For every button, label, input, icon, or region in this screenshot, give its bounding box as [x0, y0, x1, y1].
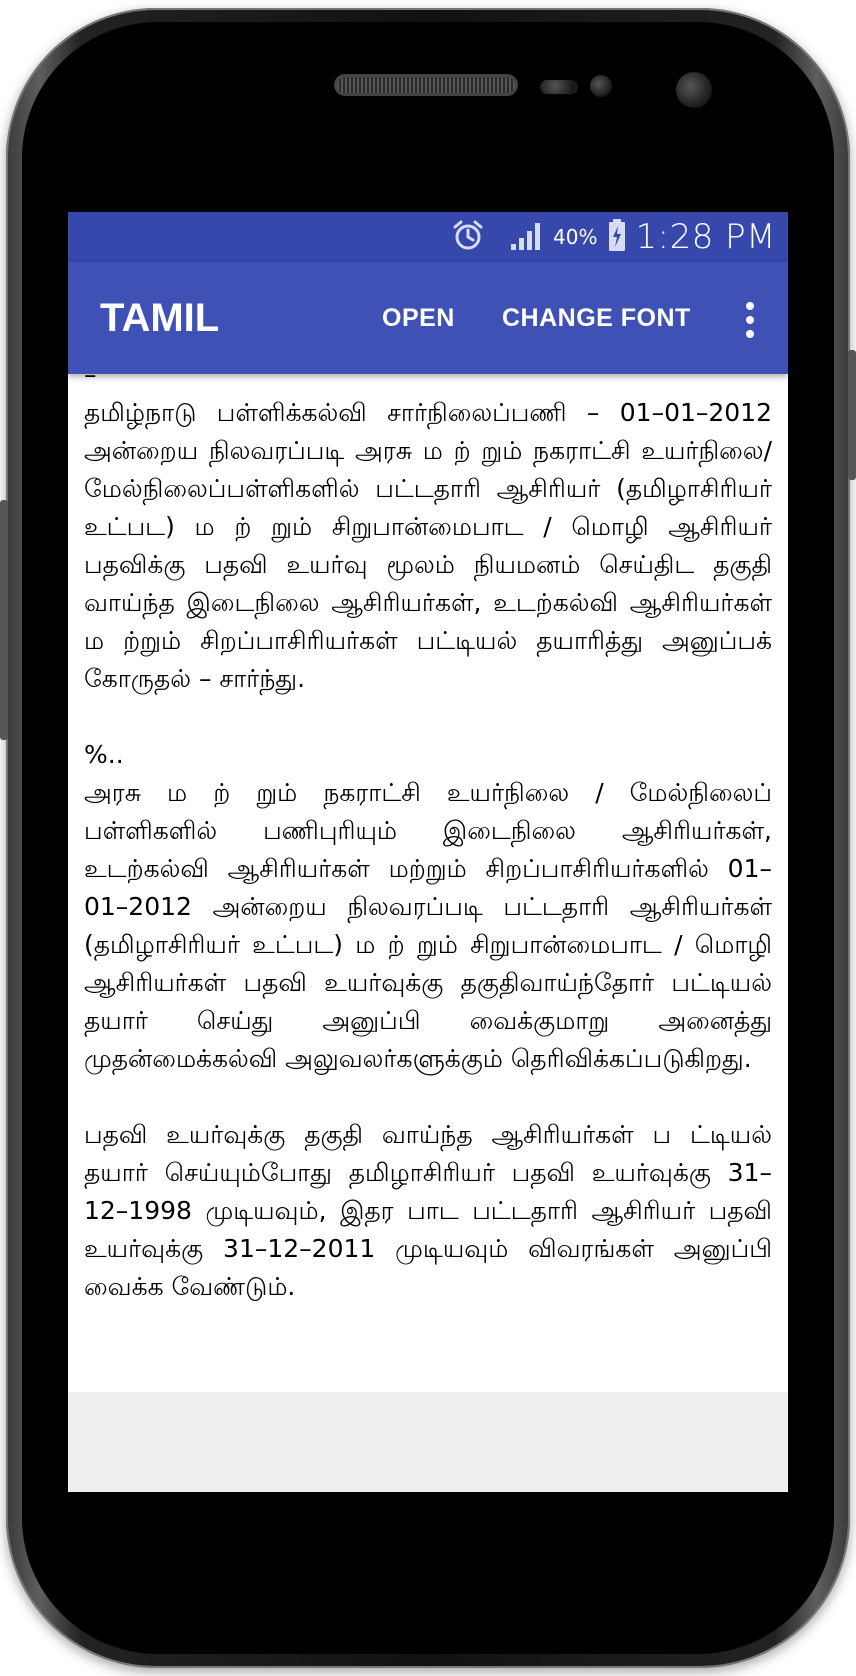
document-view[interactable]	[68, 374, 788, 1392]
change-font-button[interactable]: CHANGE FONT	[502, 304, 691, 332]
paragraph-gap	[84, 1078, 772, 1116]
status-icons	[451, 212, 776, 262]
more-vert-icon[interactable]	[740, 300, 760, 340]
open-button[interactable]: OPEN	[382, 304, 455, 332]
battery-percent: 40%	[553, 225, 598, 249]
app-toolbar	[68, 262, 788, 374]
alarm-icon	[451, 218, 485, 256]
battery-charging-icon	[608, 218, 626, 256]
doc-line-ref: %..	[84, 740, 124, 769]
signal-icon	[509, 218, 543, 256]
doc-paragraph-body: அரசு ம ற் றும் நகராட்சி உயர்நிலை / மேல்நிலைப் பள்ளிகளில் பணிபுரியும் இடைநிலை ஆசிரியர்கள், உடற்கல்வி ஆசிரியர்கள் மற்றும் சிறப்பாசிரியர்களில் 01–01–2012 அன்றைய நிலவரப்படி பட்டதாரி ஆசிரியர்கள் (தமிழாசிரியர் உட்பட) ம ற் றும் சிறுபான்மைபாட / மொழி ஆசிரியர்கள் பதவி உயர்வுக்கு தகுதிவாய்ந்தோர் பட்டியல் தயார் செய்து அனுப்பி வைக்குமாறு அனைத்து முதன்மைக்கல்வி அலுவலர்களுக்கும் தெரிவிக்கப்படுகிறது.	[84, 778, 780, 1073]
status-bar	[68, 212, 788, 262]
doc-paragraph-subject: தமிழ்நாடு பள்ளிக்கல்வி சார்நிலைப்பணி – 01–01–2012 அன்றைய நிலவரப்படி அரசு ம ற் றும் நகராட்சி உயர்நிலை/ மேல்நிலைப்பள்ளிகளில் பட்டதாரி ஆசிரியர் (தமிழாசிரியர் உட்பட) ம ற் றும் சிறுபான்மைபாட / மொழி ஆசிரியர் பதவிக்கு பதவி உயர்வு மூலம் நியமனம் செய்திட தகுதி வாய்ந்த இடைநிலை ஆசிரியர்கள், உடற்கல்வி ஆசிரியர்கள் ம ற்றும் சிறப்பாசிரியர்கள் பட்டியல் தயாரித்து அனுப்பக் கோருதல் – சார்ந்து.	[84, 398, 780, 693]
app-screen	[68, 212, 788, 1492]
volume-button	[0, 500, 8, 740]
power-button	[848, 350, 856, 480]
light-sensor	[590, 75, 612, 97]
proximity-sensor	[540, 80, 578, 94]
earpiece-speaker	[334, 74, 518, 96]
status-time: 1:28 PM	[635, 217, 776, 257]
doc-paragraph-instructions: பதவி உயர்வுக்கு தகுதி வாய்ந்த ஆசிரியர்கள் ப ட்டியல் தயார் செய்யும்போது தமிழாசிரியர் பதவி உயர்வுக்கு 31–12–1998 முடியவும், இதர பாட பட்டதாரி ஆசிரியர் பதவி உயர்வுக்கு 31–12–2011 முடியவும் விவரங்கள் அனுப்பி வைக்க வேண்டும்.	[84, 1120, 780, 1301]
front-camera	[676, 72, 712, 108]
paragraph-gap	[84, 698, 772, 736]
doc-line-dash: –	[84, 374, 97, 389]
app-title: TAMIL	[100, 296, 220, 340]
document-text	[84, 374, 780, 1306]
